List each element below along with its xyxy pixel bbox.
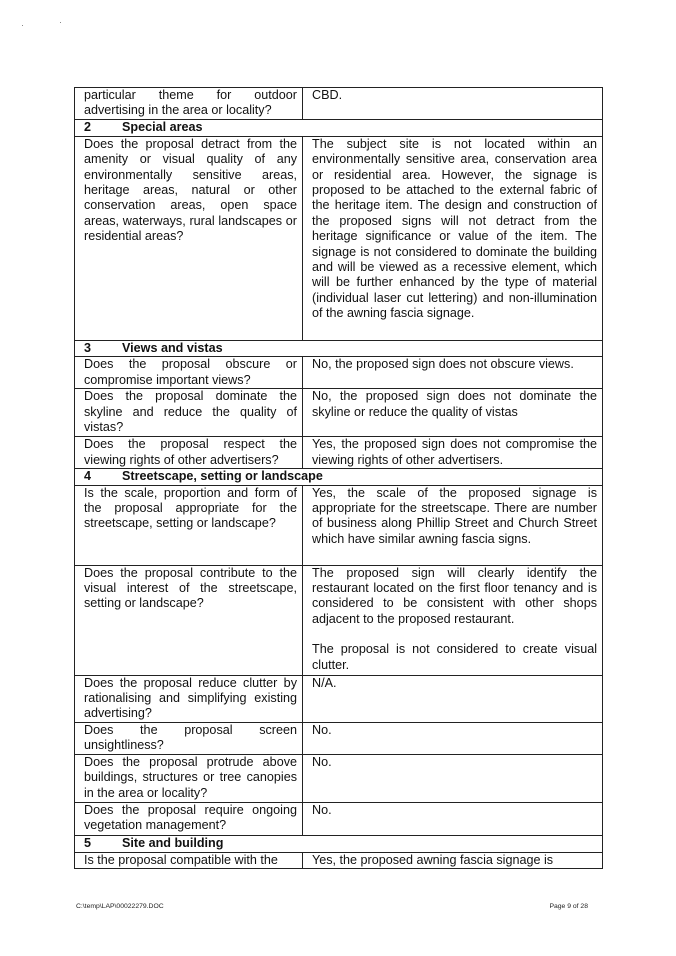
criterion-cell: Does the proposal obscure or compromise important views? — [75, 357, 303, 389]
section-title: Views and vistas — [122, 340, 223, 355]
criterion-cell: Does the proposal protrude above buildings, structures or tree canopies in the area or locality? — [75, 754, 303, 802]
response-cell: N/A. — [303, 675, 603, 722]
response-cell: No, the proposed sign does not obscure views. — [303, 357, 603, 389]
footer-page-number: Page 9 of 28 — [549, 903, 588, 910]
section-title: Streetscape, setting or landscape — [122, 469, 323, 484]
criterion-cell: particular theme for outdoor advertising in the area or locality? — [75, 88, 303, 120]
table-row — [75, 675, 603, 722]
response-paragraph: The proposed sign will clearly identify the restaurant located on the first floor tenancy and is considered to be consistent with other shops adjacent to the proposed restaurant. — [312, 565, 597, 626]
response-cell: No. — [303, 802, 603, 835]
section-heading — [75, 469, 603, 485]
section-number: 5 — [84, 835, 92, 850]
table-row — [75, 802, 603, 835]
criterion-cell: Does the proposal reduce clutter by rationalising and simplifying existing advertising? — [75, 675, 303, 722]
response-cell: Yes, the proposed sign does not compromise the viewing rights of other advertisers. — [303, 437, 603, 469]
assessment-table — [74, 87, 603, 869]
section-heading — [75, 119, 603, 136]
section-heading — [75, 340, 603, 356]
section-header-row — [75, 469, 603, 485]
section-heading — [75, 835, 603, 852]
section-header-row — [75, 340, 603, 356]
criterion-cell: Does the proposal dominate the skyline and reduce the quality of vistas? — [75, 389, 303, 437]
response-cell: Yes, the proposed awning fascia signage is — [303, 852, 603, 868]
criterion-cell: Is the proposal compatible with the — [75, 852, 303, 868]
table-row — [75, 852, 603, 868]
section-number: 3 — [84, 340, 92, 355]
response-cell — [303, 565, 603, 675]
criterion-cell: Is the scale, proportion and form of the proposal appropriate for the streetscape, setting or landscape? — [75, 485, 303, 565]
response-cell: CBD. — [303, 88, 603, 120]
table-row — [75, 88, 603, 120]
section-header-row — [75, 119, 603, 136]
scan-speck — [60, 22, 61, 23]
section-title: Site and building — [122, 835, 224, 850]
section-number: 4 — [84, 469, 92, 484]
table-row — [75, 485, 603, 565]
footer-file-path: C:\temp\LAP\00022279.DOC — [76, 903, 164, 910]
criterion-cell: Does the proposal require ongoing vegetation management? — [75, 802, 303, 835]
section-title: Special areas — [122, 119, 203, 134]
response-cell: No, the proposed sign does not dominate the skyline or reduce the quality of vistas — [303, 389, 603, 437]
response-cell: No. — [303, 722, 603, 754]
response-paragraph: The proposal is not considered to create visual clutter. — [312, 642, 597, 672]
table-row — [75, 754, 603, 802]
criterion-cell: Does the proposal contribute to the visual interest of the streetscape, setting or landscape? — [75, 565, 303, 675]
table-row — [75, 565, 603, 675]
response-cell: No. — [303, 754, 603, 802]
criterion-cell: Does the proposal detract from the amenity or visual quality of any environmentally sensitive areas, heritage areas, natural or other conservation areas, open space areas, waterways, rural landscapes or residential areas? — [75, 136, 303, 340]
response-cell: The subject site is not located within an environmentally sensitive area, conservation area or residential area. However, the signage is proposed to be attached to the external fabric of the heritage item. The design and construction of the proposed signs will not detract from the heritage significance or value of the item. The signage is not considered to dominate the building and will be viewed as a recessive element, which will be further enhanced by the type of material (individual laser cut lettering) and non-illumination of the awning fascia signage. — [303, 136, 603, 340]
section-header-row — [75, 835, 603, 852]
table-row — [75, 389, 603, 437]
section-number: 2 — [84, 119, 92, 134]
table-row — [75, 722, 603, 754]
table-row — [75, 357, 603, 389]
response-cell: Yes, the scale of the proposed signage is appropriate for the streetscape. There are number of business along Phillip Street and Church Street which have similar awning fascia signs. — [303, 485, 603, 565]
table-row — [75, 136, 603, 340]
criterion-cell: Does the proposal screen unsightliness? — [75, 722, 303, 754]
assessment-table-body — [75, 88, 603, 869]
paragraph-gap — [312, 627, 597, 642]
scan-speck — [22, 25, 23, 26]
criterion-cell: Does the proposal respect the viewing rights of other advertisers? — [75, 437, 303, 469]
table-row — [75, 437, 603, 469]
